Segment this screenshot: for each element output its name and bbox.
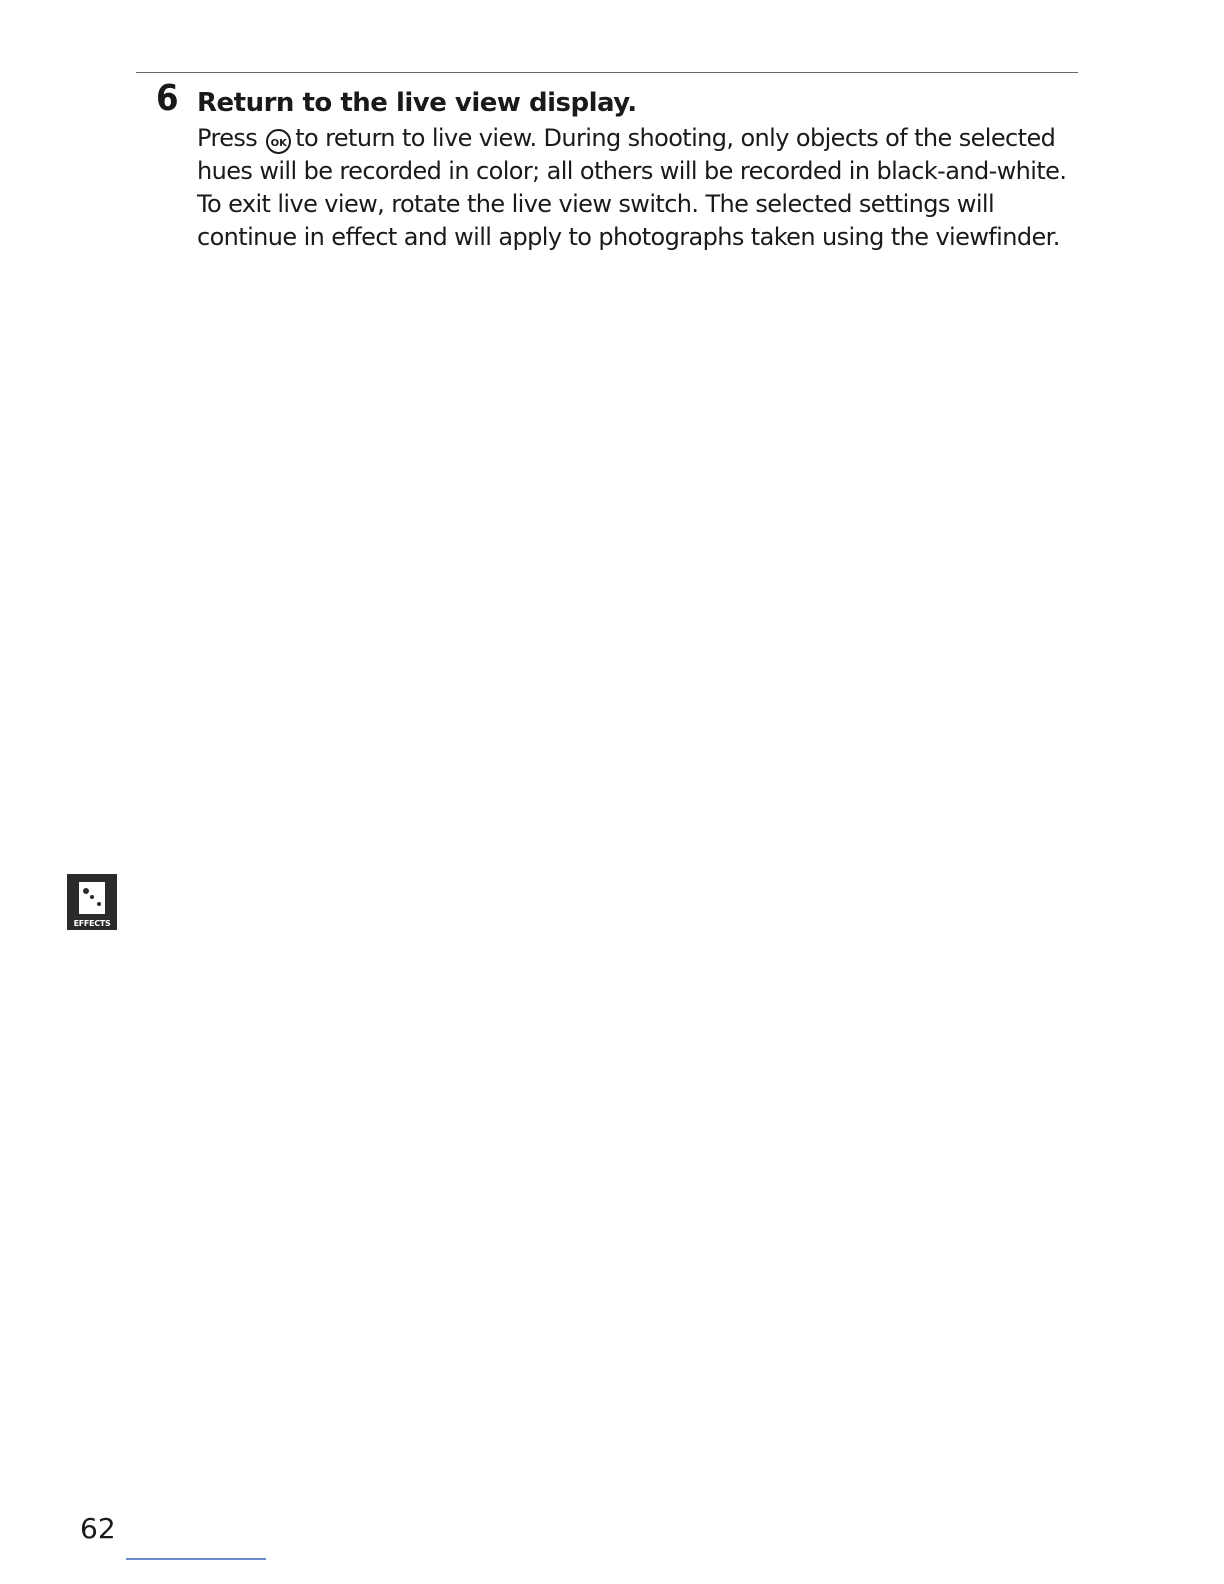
effects-icon-dot bbox=[90, 895, 94, 899]
top-rule bbox=[136, 72, 1078, 73]
step-body bbox=[197, 122, 1087, 254]
page-number: 62 bbox=[80, 1512, 116, 1545]
bottom-rule bbox=[126, 1558, 266, 1560]
ok-button-icon: OK bbox=[266, 129, 291, 154]
step-body-start: Press bbox=[197, 124, 258, 152]
effects-icon-frame bbox=[79, 882, 105, 914]
effects-icon-dot bbox=[83, 888, 89, 894]
step-title: Return to the live view display. bbox=[197, 88, 637, 118]
step-number: 6 bbox=[156, 78, 179, 119]
effects-tab-label: EFFECTS bbox=[73, 919, 111, 928]
step-body-rest: to return to live view. During shooting, only objects of the selected hues will be recorded in color; all others will be recorded in black-and-white. To exit live view, rotate the live view switch. The selected settings will continue in effect and will apply to photographs taken using the viewfinder. bbox=[197, 124, 1067, 251]
effects-icon-dot bbox=[97, 902, 101, 906]
effects-icon bbox=[67, 874, 117, 930]
